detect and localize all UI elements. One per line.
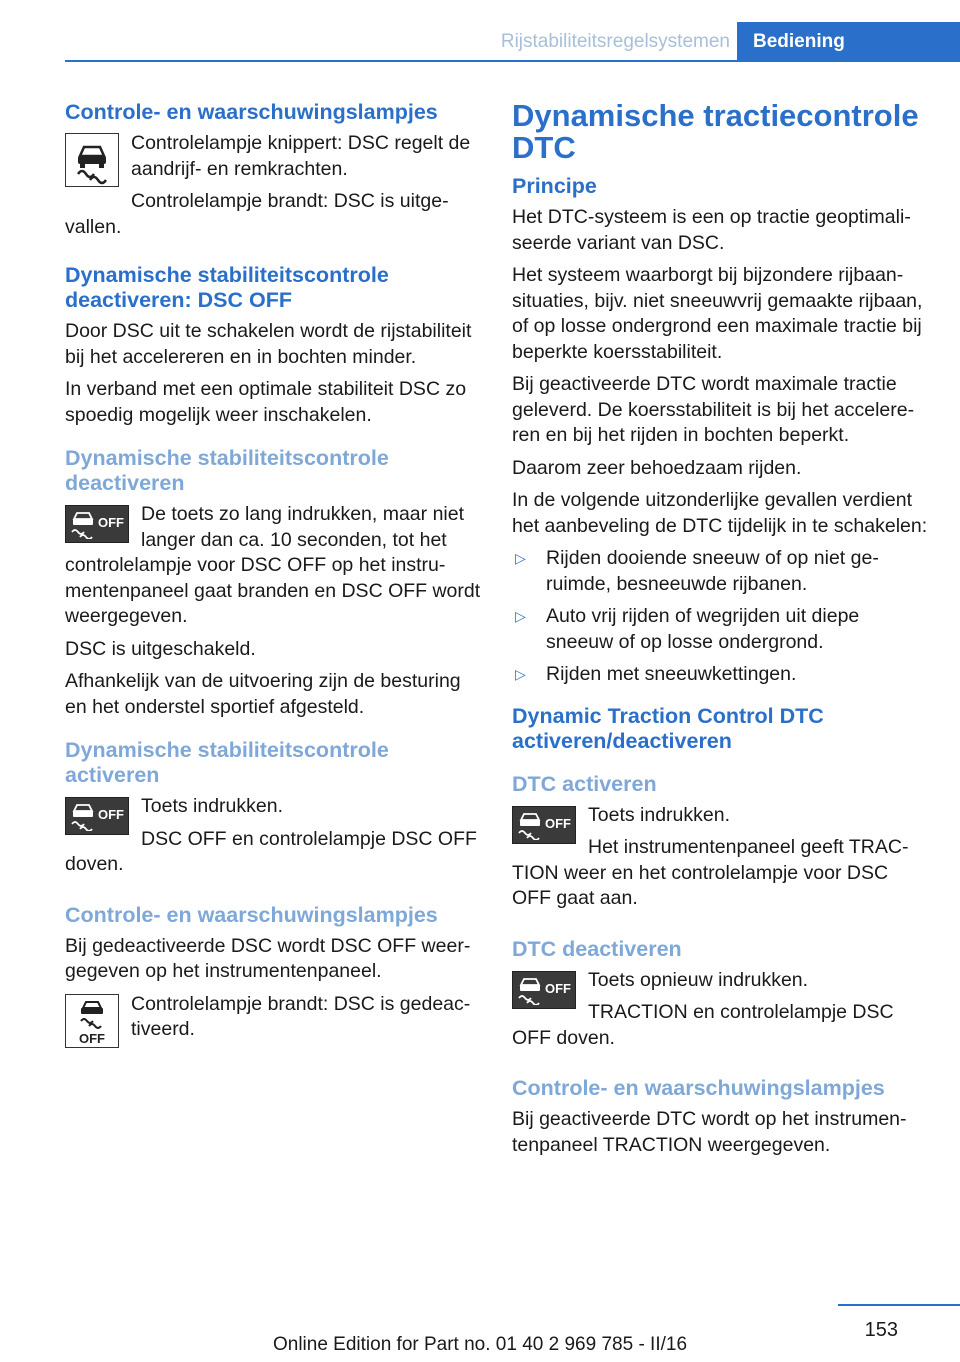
off-label: OFF bbox=[98, 807, 124, 822]
left-column bbox=[65, 100, 481, 1052]
act-text-2: DSC OFF en controlelampje DSC OFF doven. bbox=[65, 827, 477, 875]
page-header bbox=[0, 0, 960, 64]
bullet-marker: ▷ bbox=[515, 666, 526, 682]
deact-text-2: DSC is uitgeschakeld. bbox=[65, 637, 256, 660]
list-item: ▷ Auto vrij rijden of wegrijden uit diepe sneeuw of op losse ondergrond. bbox=[515, 605, 860, 653]
off-label: OFF bbox=[98, 515, 124, 530]
off-lamp-label: OFF bbox=[79, 1030, 105, 1046]
dsc-warning-lamp-icon bbox=[65, 133, 119, 187]
bullet-marker: ▷ bbox=[515, 550, 526, 566]
warn-text-2: Controlelampje brandt: DSC is uitgevallen. bbox=[65, 190, 449, 238]
dsc-deactivate-block bbox=[65, 502, 481, 637]
dtc-deactivate-block bbox=[512, 968, 928, 1059]
dsc-lamp-block bbox=[65, 131, 481, 247]
dtc-deact-text-1: Toets opnieuw indrukken. bbox=[588, 968, 809, 991]
heading-dtc-deactivate: DTC deactiveren bbox=[512, 936, 682, 961]
footer-edition: Online Edition for Part no. 01 40 2 969 785 - II/16 bbox=[272, 1334, 688, 1355]
header-rule bbox=[65, 60, 960, 62]
page-number: 153 bbox=[864, 1319, 898, 1341]
principe-text-3: Bij geactiveerde DTC wordt maximale tractie geleverd. De koersstabiliteit is bij het accelereren en bij het rijden in bochten beperkt. bbox=[512, 373, 915, 446]
warn2-text-2: Controlelampje brandt: DSC is gedeactiveerd. bbox=[131, 992, 471, 1040]
list-item: ▷ Rijden dooiende sneeuw of op niet geruimde, besneeuwde rijbanen. bbox=[515, 547, 879, 595]
deact-text-1: De toets zo lang indrukken, maar niet langer dan ca. 10 seconden, tot het controlelampje voor DSC OFF op het instrumentenpaneel gaat branden en DSC OFF wordt weergegeven. bbox=[65, 503, 481, 627]
heading-principe: Principe bbox=[512, 174, 597, 198]
footer-rule bbox=[838, 1304, 960, 1306]
heading-warning-lamps: Controle- en waarschuwingslampjes bbox=[65, 100, 438, 124]
heading-dsc-deactivate: Dynamische stabiliteitscontrole deactiveren bbox=[65, 446, 389, 495]
dsc-off-warning-lamp-icon bbox=[65, 994, 119, 1048]
header-chapter-tab: Bediening bbox=[737, 22, 960, 62]
dsc-off-button-icon bbox=[65, 505, 129, 543]
dsc-off-button-icon bbox=[65, 797, 129, 835]
heading-dtc: Dynamische tractiecontrole DTC bbox=[512, 98, 919, 165]
act-text-1: Toets indrukken. bbox=[141, 795, 283, 817]
off-label: OFF bbox=[545, 980, 571, 996]
dtc-warn-text: Bij geactiveerde DTC wordt op het instrumentenpaneel TRACTION weergegeven. bbox=[512, 1108, 907, 1156]
heading-warning-lamps-3: Controle- en waarschuwingslampjes bbox=[512, 1076, 885, 1100]
dsc-off-text-1: Door DSC uit te schakelen wordt de rijstabiliteit bij het accelereren en in bochten minder. bbox=[65, 320, 472, 368]
dsc-off-text-2: In verband met een optimale stabiliteit DSC zo spoedig mogelijk weer inschakelen. bbox=[65, 378, 467, 426]
dtc-activate-block bbox=[512, 803, 928, 919]
dsc-off-button-icon bbox=[512, 971, 576, 1009]
dtc-act-text-2: Het instrumentenpaneel geeft TRACTION weer en het controlelampje voor DSC OFF gaat aan. bbox=[512, 836, 909, 909]
warn-text-1: Controlelampje knippert: DSC regelt de aandrijf- en remkrachten. bbox=[131, 132, 471, 180]
heading-dsc-activate: Dynamische stabiliteitscontrole activeren bbox=[65, 738, 389, 787]
exception-list bbox=[512, 546, 928, 688]
heading-warning-lamps-2: Controle- en waarschuwingslampjes bbox=[65, 902, 438, 927]
dsc-off-button-icon bbox=[512, 806, 576, 844]
dsc-activate-block bbox=[65, 794, 481, 885]
deact-text-3: Afhankelijk van de uitvoering zijn de besturing en het onderstel sportief afgesteld. bbox=[65, 670, 461, 718]
principe-text-1: Het DTC-systeem is een op tractie geoptimaliseerde variant van DSC. bbox=[512, 206, 911, 254]
dsc-off-lamp-block bbox=[65, 992, 481, 1052]
principe-text-2: Het systeem waarborgt bij bijzondere rijbaansituaties, bijv. niet sneeuwvrij gemaakte rijbaan, of op losse ondergrond een maximale tractie bij beperkte koersstabiliteit. bbox=[512, 264, 923, 363]
right-column bbox=[512, 100, 928, 1165]
dtc-act-text-1: Toets indrukken. bbox=[588, 803, 730, 826]
off-label: OFF bbox=[545, 815, 571, 831]
heading-dtc-activate: DTC activeren bbox=[512, 771, 657, 796]
header-section-title: Rijstabiliteitsregelsystemen bbox=[500, 31, 730, 52]
principe-text-4: Daarom zeer behoedzaam rijden. bbox=[512, 456, 802, 479]
heading-dsc-off: Dynamische stabiliteitscontrole deactiveren: DSC OFF bbox=[65, 263, 389, 312]
bullet-marker: ▷ bbox=[515, 608, 526, 624]
dtc-deact-text-2: TRACTION en controlelampje DSC OFF doven. bbox=[512, 1001, 894, 1049]
principe-text-5: In de volgende uitzonderlijke gevallen verdient het aanbeveling de DTC tijdelijk in te schakelen: bbox=[512, 489, 928, 537]
heading-dtc-act-deact: Dynamic Traction Control DTC activeren/deactiveren bbox=[512, 703, 824, 753]
list-item: ▷ Rijden met sneeuwkettingen. bbox=[512, 662, 928, 688]
warn2-text-1: Bij gedeactiveerde DSC wordt DSC OFF weergegeven op het instrumentenpaneel. bbox=[65, 934, 471, 982]
